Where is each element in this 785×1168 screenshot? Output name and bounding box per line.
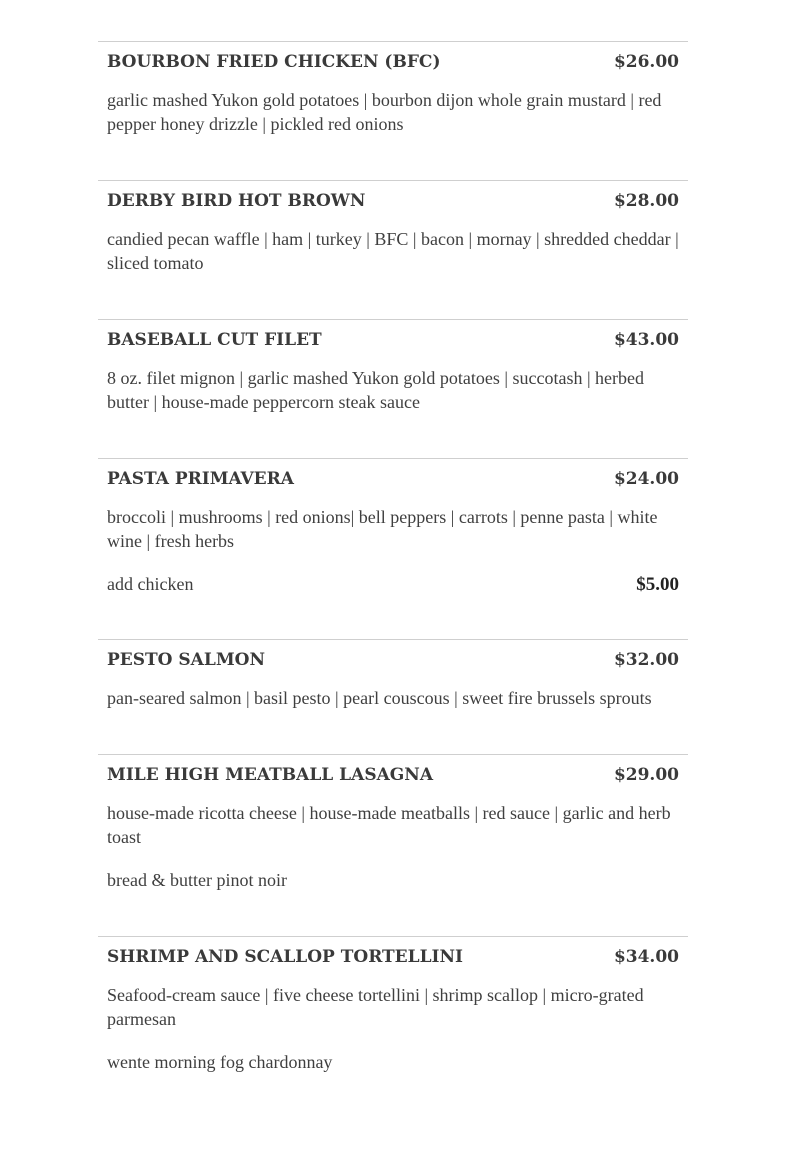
menu-item-description: candied pecan waffle | ham | turkey | BFC | bacon | mornay | shredded cheddar | sliced tomato: [107, 229, 679, 273]
menu-item: [98, 754, 688, 936]
menu-item-name: BASEBALL CUT FILET: [107, 330, 322, 350]
menu-item-description: pan-seared salmon | basil pesto | pearl couscous | sweet fire brussels sprouts: [107, 688, 652, 708]
menu-item-description: house-made ricotta cheese | house-made meatballs | red sauce | garlic and herb toast: [107, 803, 671, 847]
menu-item-header: [107, 650, 679, 676]
menu-item-price: $32.00: [613, 650, 679, 670]
menu-item-description: 8 oz. filet mignon | garlic mashed Yukon gold potatoes | succotash | herbed butter | house-made peppercorn steak sauce: [107, 368, 645, 412]
wine-pairing-label: bread & butter pinot noir: [107, 870, 287, 890]
menu-item-price: $34.00: [613, 947, 679, 967]
menu-item-price: $29.00: [613, 765, 679, 785]
menu-item-addon: [107, 572, 679, 597]
menu-item-name: PASTA PRIMAVERA: [107, 469, 294, 489]
menu-item: [98, 936, 688, 1116]
menu-item-price: $24.00: [613, 469, 679, 489]
menu-item-header: [107, 330, 679, 356]
menu-item-price: $43.00: [613, 330, 679, 350]
menu-item-description: garlic mashed Yukon gold potatoes | bourbon dijon whole grain mustard | red pepper honey drizzle | pickled red onions: [107, 90, 662, 134]
menu-item-wine-pairing: [107, 1050, 679, 1074]
menu-item-header: [107, 947, 679, 973]
wine-pairing-label: wente morning fog chardonnay: [107, 1052, 333, 1072]
addon-label: add chicken: [107, 574, 194, 594]
menu-list: [98, 41, 688, 1116]
menu-item-name: SHRIMP AND SCALLOP TORTELLINI: [107, 947, 463, 967]
menu-item-price: $26.00: [613, 52, 679, 72]
menu-item: [98, 180, 688, 319]
menu-item: [98, 41, 688, 180]
menu-item: [98, 458, 688, 639]
menu-item-name: BOURBON FRIED CHICKEN (BFC): [107, 52, 441, 72]
menu-item-header: [107, 52, 679, 78]
menu-item-name: PESTO SALMON: [107, 650, 265, 670]
menu-item-name: DERBY BIRD HOT BROWN: [107, 191, 366, 211]
menu-item-price: $28.00: [613, 191, 679, 211]
menu-item-wine-pairing: [107, 868, 679, 892]
menu-item-description: Seafood-cream sauce | five cheese tortellini | shrimp scallop | micro-grated parmesan: [107, 985, 644, 1029]
menu-item-header: [107, 191, 679, 217]
menu-item-header: [107, 469, 679, 495]
menu-item: [98, 319, 688, 458]
addon-price: $5.00: [636, 574, 679, 595]
menu-item-header: [107, 765, 679, 791]
menu-item-description: broccoli | mushrooms | red onions| bell peppers | carrots | penne pasta | white wine | fresh herbs: [107, 507, 658, 551]
menu-item: [98, 639, 688, 754]
menu-item-name: MILE HIGH MEATBALL LASAGNA: [107, 765, 434, 785]
